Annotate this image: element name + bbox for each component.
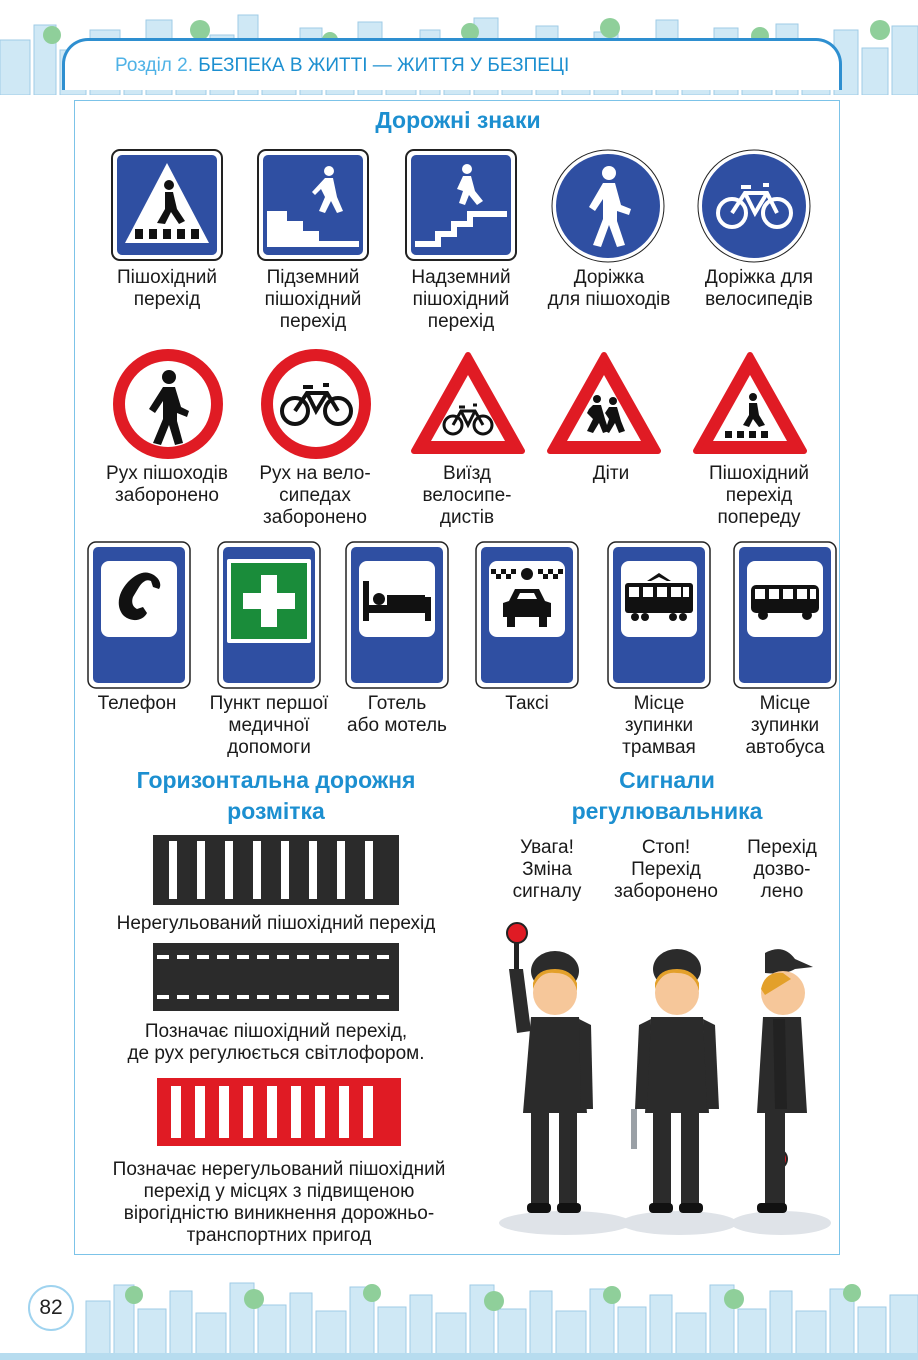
hotel-sign-icon (345, 541, 449, 694)
city-skyline-bottom (0, 1265, 918, 1360)
section-title: БЕЗПЕКА В ЖИТТІ — ЖИТТЯ У БЕЗПЕЦІ (198, 55, 570, 76)
no-pedestrians-sign-icon (111, 347, 225, 466)
marking-label: Позначає пішохідний перехід, де рух регулюється світлофором. (127, 1021, 425, 1064)
section-label: Розділ 2. (115, 55, 194, 76)
overhead-crossing-sign-icon (405, 149, 517, 266)
sign-label: Телефон (97, 693, 177, 714)
sign-label: Надземний пішохідний перехід (411, 267, 511, 332)
page-number: 82 (28, 1285, 74, 1331)
bus-stop-sign-icon (733, 541, 837, 694)
sign-label: Місце зупинки автобуса (745, 693, 825, 758)
section-heading (115, 55, 569, 77)
tram-stop-sign-icon (607, 541, 711, 694)
officer-stop (631, 949, 719, 1213)
sign-label: Таксі (505, 693, 549, 714)
pedestrian-crossing-sign-icon (111, 149, 223, 266)
sign-label: Пункт першої медичної допомоги (209, 693, 329, 758)
sign-label: Готель або мотель (347, 693, 447, 736)
signs-title: Дорожні знаки (375, 107, 541, 133)
signal-label: Увага! Зміна сигналу (512, 837, 582, 902)
marking-label: Нерегульований пішохідний перехід (116, 913, 436, 934)
signals-title: Сигнали регулювальника (571, 767, 763, 824)
children-sign-icon (547, 351, 661, 460)
sign-label: Діти (592, 463, 630, 484)
sign-label: Місце зупинки трамвая (622, 693, 696, 758)
traffic-controllers-illustration (495, 913, 835, 1248)
sign-label: Доріжка для пішоходів (547, 267, 671, 310)
section-header (62, 38, 842, 90)
no-bicycles-sign-icon (259, 347, 373, 466)
dashed-lines-marking-icon (153, 943, 399, 1016)
footpath-sign-icon (551, 149, 665, 268)
sign-label: Пішохідний перехід (116, 267, 217, 310)
sign-label: Рух на вело- сипедах заборонено (259, 463, 371, 528)
sign-label: Доріжка для велосипедів (704, 267, 814, 310)
taxi-sign-icon (475, 541, 579, 694)
cyclists-crossing-sign-icon (411, 351, 525, 460)
zebra-marking-icon (153, 835, 399, 910)
officer-attention (507, 923, 593, 1213)
sign-label: Підземний пішохідний перехід (264, 267, 362, 332)
first-aid-sign-icon (217, 541, 321, 694)
officer-allowed (757, 949, 813, 1213)
content-panel (74, 100, 840, 1255)
sign-label: Виїзд велосипе- дистів (422, 463, 512, 528)
crossing-ahead-sign-icon (693, 351, 807, 460)
bike-path-sign-icon (697, 149, 811, 268)
sign-label: Рух пішоходів заборонено (106, 463, 228, 506)
sign-label: Пішохідний перехід попереду (708, 463, 809, 528)
signal-label: Стоп! Перехід заборонено (614, 837, 718, 902)
markings-title: Горизонтальна дорожня розмітка (136, 767, 416, 824)
red-white-zebra-marking-icon (157, 1078, 401, 1151)
signal-label: Перехід дозво- лено (747, 837, 817, 902)
underground-crossing-sign-icon (257, 149, 369, 266)
telephone-sign-icon (87, 541, 191, 694)
marking-label: Позначає нерегульований пішохідний перехід у місцях з підвищеною вірогідністю виникнення дорожньо- транспортних пригод (112, 1159, 446, 1246)
